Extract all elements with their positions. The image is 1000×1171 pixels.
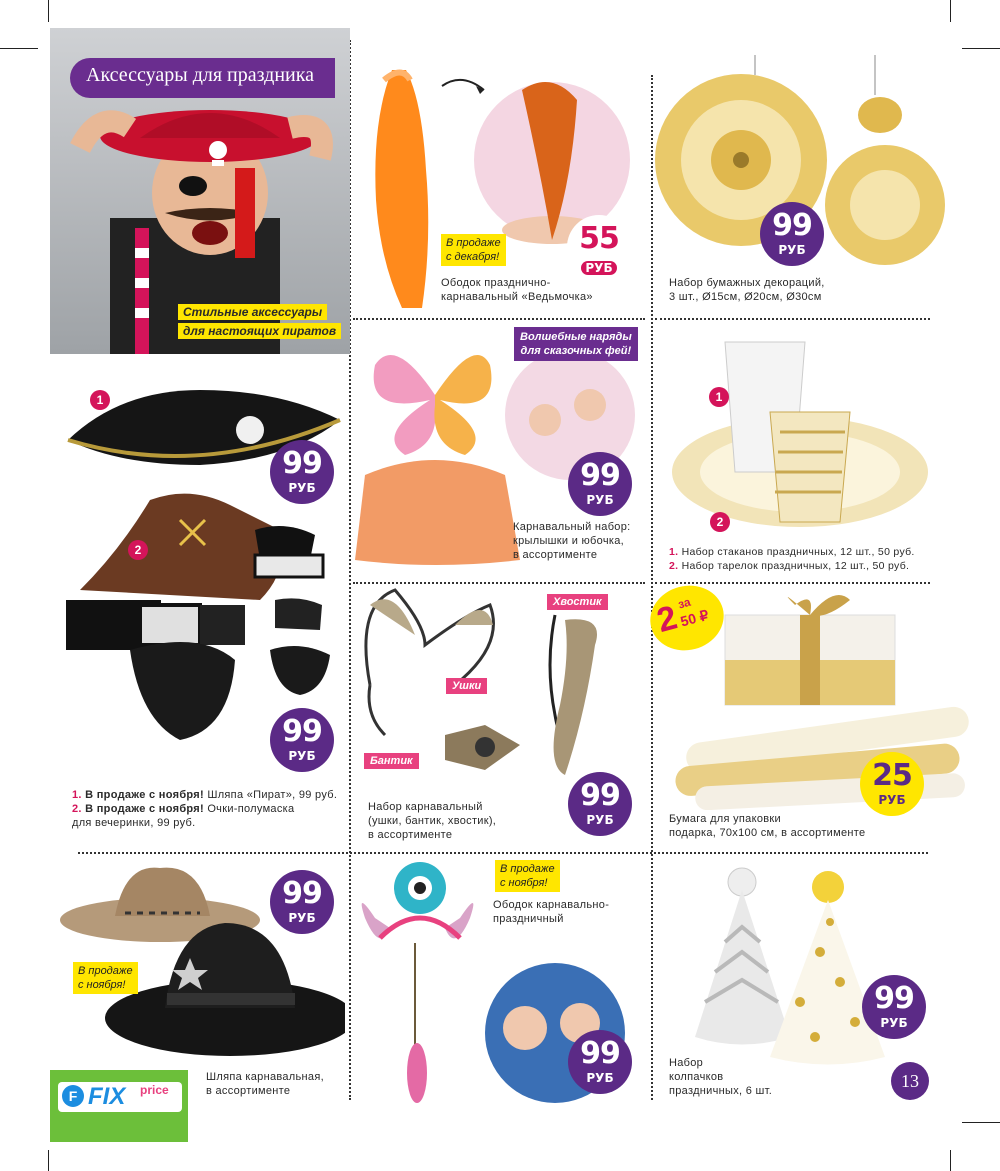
crop-mark xyxy=(950,1150,951,1171)
caption-bold: В продаже с ноября! xyxy=(85,789,204,801)
logo-fix: FIX xyxy=(88,1083,126,1110)
caption-line xyxy=(72,802,337,816)
price-value: 99 xyxy=(282,714,322,749)
monster-headband-caption xyxy=(493,898,609,926)
pirate-set-caption xyxy=(72,788,337,830)
caption-text: Набор стаканов праздничных, 12 шт., 50 руб. xyxy=(681,546,915,558)
caption-line: для вечеринки, 99 руб. xyxy=(72,817,196,829)
promo-price: 50 ₽ xyxy=(678,606,711,630)
fixprice-logo xyxy=(50,1070,188,1142)
tableware-caption xyxy=(669,545,915,573)
caption-line: в ассортименте xyxy=(368,829,453,841)
price-value: 99 xyxy=(282,446,322,481)
price-currency: РУБ xyxy=(880,1016,908,1030)
witch-headband-tag xyxy=(441,234,506,266)
party-hats-price xyxy=(862,975,926,1039)
tag-line: Волшебные наряды xyxy=(520,331,632,343)
witch-headband-caption xyxy=(441,276,593,304)
price-currency: РУБ xyxy=(288,749,316,763)
price-currency: РУБ xyxy=(288,911,316,925)
tag-line: В продаже xyxy=(500,863,555,875)
cowboy-hat-tag xyxy=(73,962,138,994)
cowboy-hat-price xyxy=(270,870,334,934)
tag-bow: Бантик xyxy=(364,753,419,769)
logo-price: price xyxy=(140,1083,169,1097)
banner xyxy=(50,28,350,354)
monster-headband-tag xyxy=(495,860,560,892)
animal-set-caption xyxy=(368,800,496,842)
caption-line: карнавальный «Ведьмочка» xyxy=(441,291,593,303)
crop-mark xyxy=(962,48,1000,49)
price-value: 25 xyxy=(872,758,912,793)
pirate-marker-1: 1 xyxy=(90,390,110,410)
price-currency: РУБ xyxy=(586,813,614,827)
pirate-hat-price xyxy=(270,440,334,504)
caption-line xyxy=(72,788,337,802)
banner-subtitle xyxy=(178,303,341,340)
banner-subtitle-line: для настоящих пиратов xyxy=(178,323,341,339)
wrapping-paper-caption xyxy=(669,812,865,840)
price-value: 99 xyxy=(874,981,914,1016)
row-divider xyxy=(353,582,645,584)
caption-text: Набор тарелок праздничных, 12 шт., 50 руб. xyxy=(681,560,910,572)
crop-mark xyxy=(48,0,49,22)
tag-line: с ноября! xyxy=(500,877,548,889)
caption-text: Очки-полумаска xyxy=(207,803,295,815)
caption-line: 3 шт., Ø15см, Ø20см, Ø30см xyxy=(669,291,822,303)
page-number: 13 xyxy=(891,1062,929,1100)
tableware-marker-2: 2 xyxy=(710,512,730,532)
caption-number: 2. xyxy=(72,803,82,815)
caption-line: колпачков xyxy=(669,1071,724,1083)
crop-mark xyxy=(0,48,38,49)
column-divider xyxy=(651,75,653,1100)
caption-line: Набор xyxy=(669,1057,704,1069)
price-currency: РУБ xyxy=(586,1071,614,1085)
tag-line: В продаже xyxy=(78,965,133,977)
caption-line: Набор бумажных декораций, xyxy=(669,277,825,289)
caption-number: 2. xyxy=(669,560,679,572)
row-divider xyxy=(353,318,645,320)
price-value: 99 xyxy=(772,208,812,243)
caption-line: в ассортименте xyxy=(206,1085,291,1097)
party-hats-image xyxy=(680,862,910,1072)
price-currency: РУБ xyxy=(878,793,906,807)
fairy-set-price xyxy=(568,452,632,516)
crop-mark xyxy=(48,1150,49,1171)
paper-decor-price xyxy=(760,202,824,266)
pirate-glasses-price xyxy=(270,708,334,772)
witch-headband-price xyxy=(567,215,631,279)
price-value: 55 xyxy=(579,221,619,256)
caption-line: Карнавальный набор: xyxy=(513,521,631,533)
banner-subtitle-line: Стильные аксессуары xyxy=(178,304,327,320)
caption-line: подарка, 70х100 см, в ассортименте xyxy=(669,827,866,839)
tag-ears: Ушки xyxy=(446,678,487,694)
animal-set-price xyxy=(568,772,632,836)
promo-count: 2 xyxy=(653,598,682,640)
tag-line: с декабря! xyxy=(446,251,500,263)
price-value: 99 xyxy=(580,458,620,493)
wrapping-paper-price xyxy=(860,752,924,816)
caption-number: 1. xyxy=(669,546,679,558)
caption-line: Бумага для упаковки xyxy=(669,813,781,825)
caption-line: Ободок празднично- xyxy=(441,277,551,289)
row-divider xyxy=(655,318,930,320)
caption-line: Набор карнавальный xyxy=(368,801,483,813)
caption-line: крылышки и юбочка, xyxy=(513,535,624,547)
tableware-image xyxy=(670,322,930,532)
cowboy-hat-caption xyxy=(206,1070,324,1098)
caption-line: праздничных, 6 шт. xyxy=(669,1085,773,1097)
caption-line: Ободок карнавально- xyxy=(493,899,610,911)
fairy-set-caption xyxy=(513,520,631,562)
tag-line: В продаже xyxy=(446,237,501,249)
price-value: 99 xyxy=(282,876,322,911)
price-currency: РУБ xyxy=(288,481,316,495)
row-divider xyxy=(655,582,930,584)
promo-za: за xyxy=(676,594,693,612)
tag-tail: Хвостик xyxy=(547,594,608,610)
price-currency: РУБ xyxy=(586,493,614,507)
fairy-set-tag xyxy=(514,327,638,361)
crop-mark xyxy=(962,1122,1000,1123)
row-divider xyxy=(78,852,928,854)
caption-line xyxy=(669,559,915,573)
caption-text: Шляпа «Пират», 99 руб. xyxy=(207,789,338,801)
tableware-marker-1: 1 xyxy=(709,387,729,407)
price-value: 99 xyxy=(580,1036,620,1071)
price-currency: РУБ xyxy=(581,261,616,275)
caption-line: в ассортименте xyxy=(513,549,598,561)
paper-decor-caption xyxy=(669,276,825,304)
caption-line xyxy=(669,545,915,559)
caption-line: (ушки, бантик, хвостик), xyxy=(368,815,497,827)
pirate-marker-2: 2 xyxy=(128,540,148,560)
party-hats-caption xyxy=(669,1056,772,1098)
caption-bold: В продаже с ноября! xyxy=(85,803,204,815)
banner-title: Аксессуары для праздника xyxy=(86,64,315,86)
caption-number: 1. xyxy=(72,789,82,801)
price-currency: РУБ xyxy=(778,243,806,257)
crop-mark xyxy=(950,0,951,22)
caption-line: праздничный xyxy=(493,913,564,925)
price-value: 99 xyxy=(580,778,620,813)
monster-headband-price xyxy=(568,1030,632,1094)
tag-line: с ноября! xyxy=(78,979,126,991)
caption-line: Шляпа карнавальная, xyxy=(206,1071,324,1083)
tag-line: для сказочных фей! xyxy=(520,345,632,357)
logo-f-badge: F xyxy=(62,1085,84,1107)
